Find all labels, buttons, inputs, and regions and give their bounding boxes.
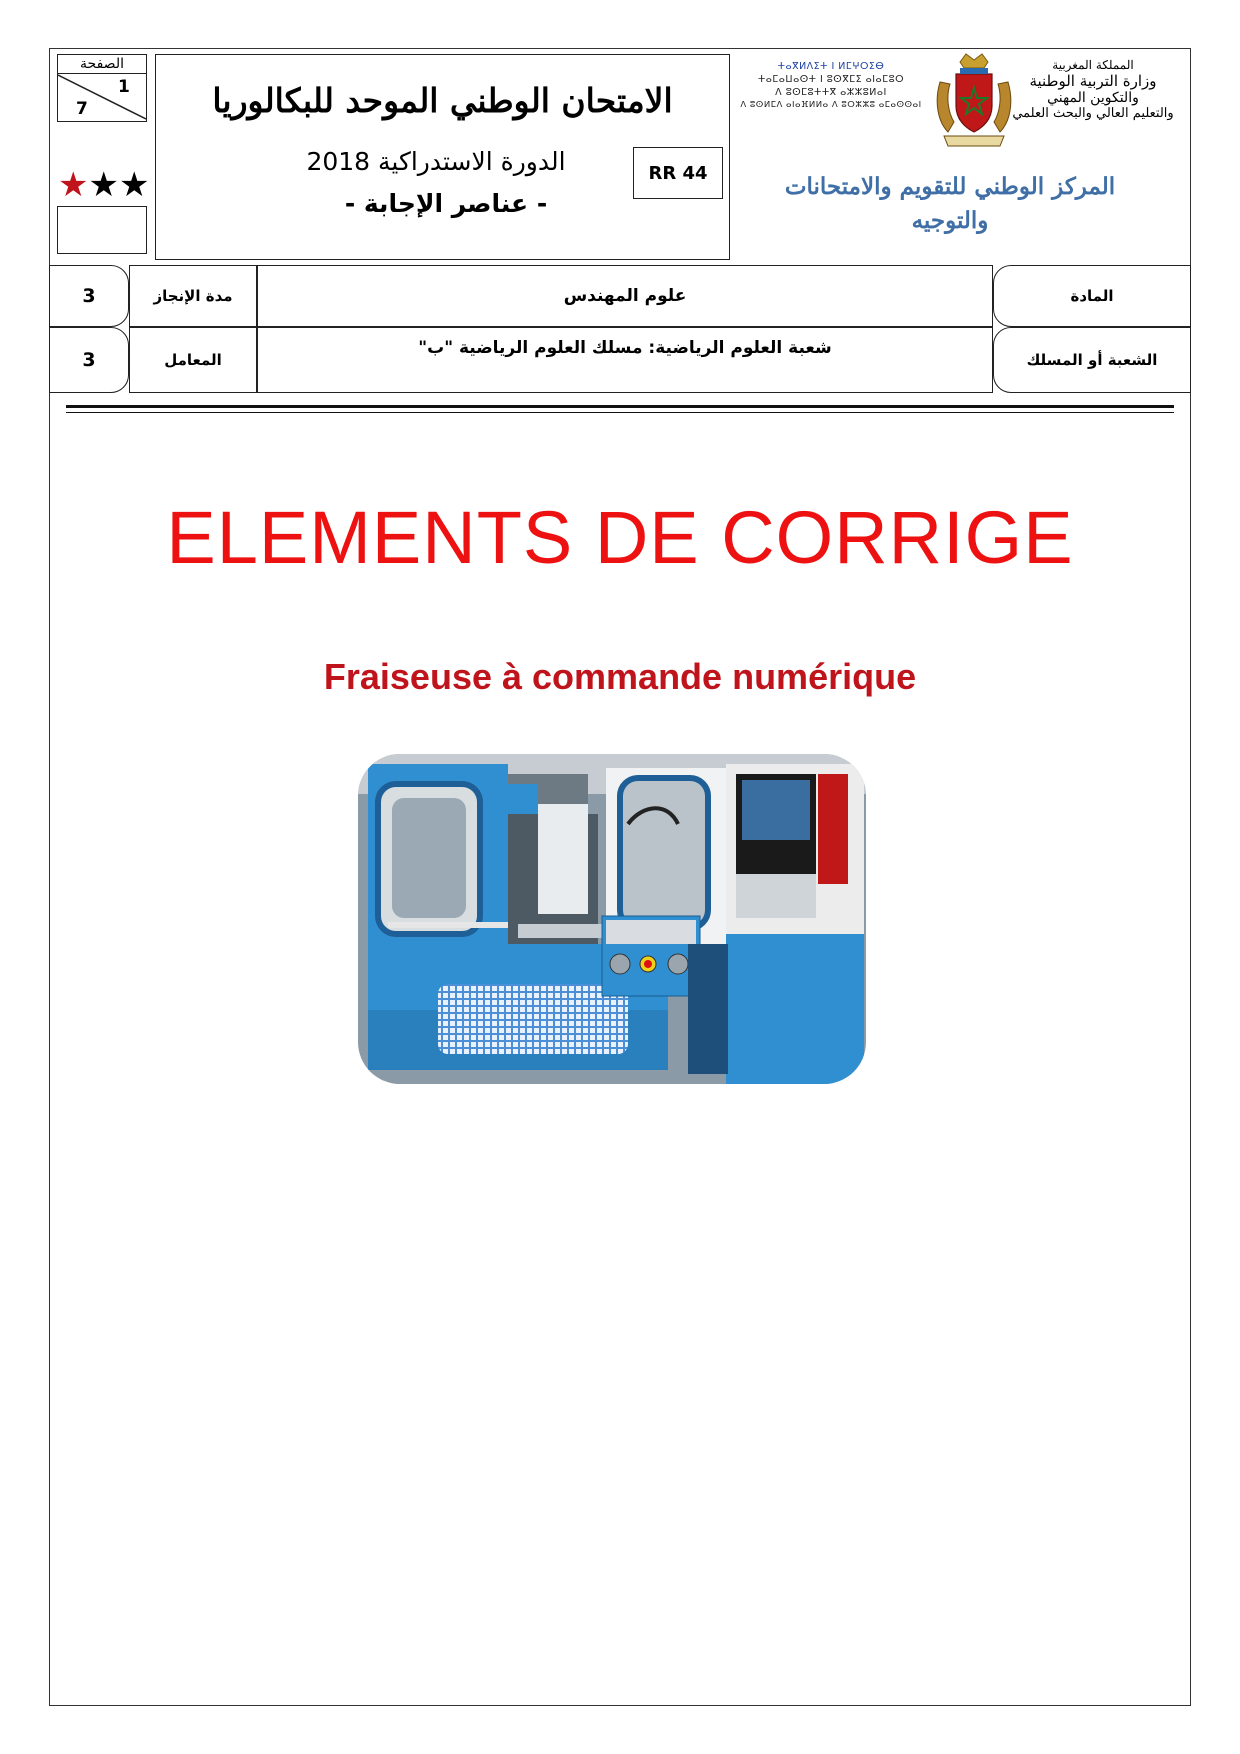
exam-title-box (155, 54, 730, 260)
subject-value: علوم المهندس (257, 265, 993, 327)
difficulty-stars (58, 165, 150, 205)
page-number-diagonal (58, 73, 146, 121)
tifinagh-line: ⵜⴰⴳⵍⴷⵉⵜ ⵏ ⵍⵎⵖⵔⵉⴱ (777, 61, 885, 72)
exam-code: RR 44 (633, 147, 723, 199)
duration-value: 3 (49, 265, 129, 327)
star-icon: ★ (58, 165, 89, 205)
ministry-line: والتكوين المهني (1047, 90, 1139, 106)
exam-title: الامتحان الوطني الموحد للبكالوريا (212, 81, 673, 120)
stream-value: شعبة العلوم الرياضية: مسلك العلوم الرياضية "ب" (257, 327, 993, 393)
page-number: 1 (118, 77, 130, 97)
ministry-block (1000, 58, 1186, 121)
stream-label: الشعبة أو المسلك (993, 327, 1191, 393)
page-number-box (57, 54, 147, 122)
ministry-line: والتعليم العالي والبحث العلمي (1012, 106, 1174, 121)
kingdom-name: المملكة المغربية (1052, 58, 1134, 72)
tifinagh-line: ⴷ ⵓⵙⵎⵓⵜⵜⴳ ⴰⵣⵣⵓⵍⴰⵏ (775, 87, 887, 98)
coefficient-value: 3 (49, 327, 129, 393)
tifinagh-line: ⵜⴰⵎⴰⵡⴰⵙⵜ ⵏ ⵓⵙⴳⵎⵉ ⴰⵏⴰⵎⵓⵔ (757, 74, 905, 85)
tifinagh-header (736, 60, 926, 112)
subject-label: المادة (993, 265, 1191, 327)
page-label: الصفحة (58, 55, 146, 74)
answer-elements: - عناصر الإجابة - (344, 189, 548, 218)
header-separator (66, 405, 1174, 413)
star-icon: ★ (118, 165, 150, 205)
document-title: ELEMENTS DE CORRIGE (166, 496, 1074, 579)
ministry-line: وزارة التربية الوطنية (1029, 72, 1157, 90)
coefficient-label: المعامل (129, 327, 257, 393)
tifinagh-line: ⴷ ⵓⵙⵍⵎⴷ ⴰⵏⴰⴼⵍⵍⴰ ⴷ ⵓⵔⵣⵣⵓ ⴰⵎⴰⵙⵙⴰⵏ (740, 100, 922, 110)
star-icon: ★ (88, 165, 119, 205)
document-subtitle: Fraiseuse à commande numérique (323, 656, 917, 697)
duration-label: مدة الإنجاز (129, 265, 257, 327)
page-total: 7 (76, 99, 88, 119)
empty-code-box (57, 206, 147, 254)
exam-session: الدورة الاستدراكية 2018 (306, 147, 566, 176)
cnc-milling-machine-photo (358, 754, 866, 1084)
evaluation-center-name: المركز الوطني للتقويم والامتحانات والتوجيه (784, 173, 1116, 234)
